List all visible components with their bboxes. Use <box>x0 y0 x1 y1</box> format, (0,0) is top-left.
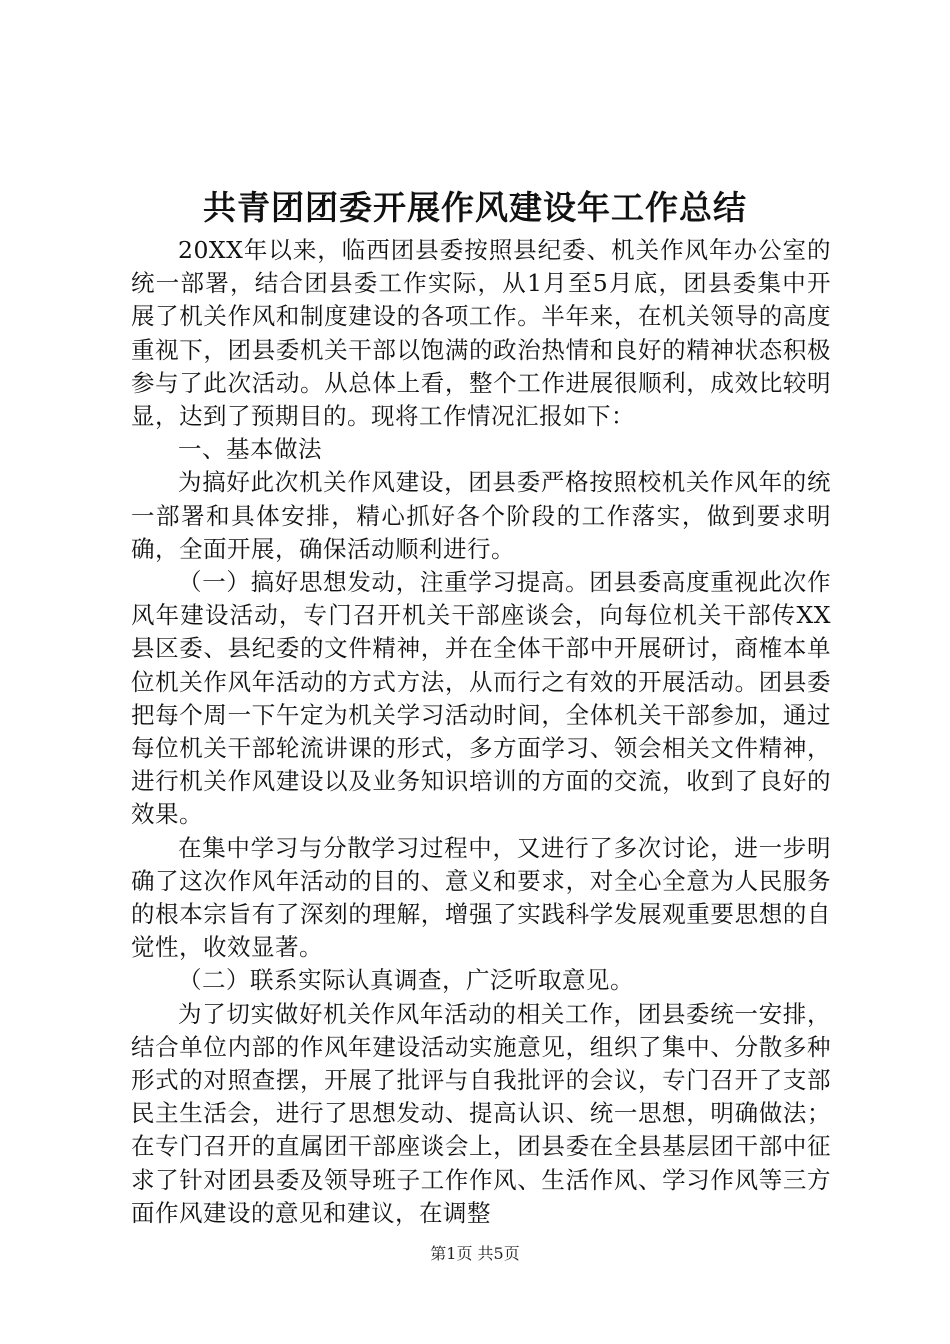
body-paragraph: （一）搞好思想发动，注重学习提高。团县委高度重视此次作风年建设活动，专门召开机关干部座谈会，向每位机关干部传XX县区委、县纪委的文件精神，并在全体干部中开展研讨，商榷本单位机关作风年活动的方式方法，从而行之有效的开展活动。团县委把每个周一下午定为机关学习活动时间，全体机关干部参加，通过每位机关干部轮流讲课的形式，多方面学习、领会相关文件精神，进行机关作风建设以及业务知识培训的方面的交流，收到了良好的效果。 <box>131 568 831 829</box>
page-footer: 第1页 共5页 <box>430 1244 520 1263</box>
intro-paragraph: 20XX年以来，临西团县委按照县纪委、机关作风年办公室的统一部署，结合团县委工作实际，从1月至5月底，团县委集中开展了机关作风和制度建设的各项工作。半年来，在机关领导的高度重视下，团县委机关干部以饱满的政治热情和良好的精神状态积极参与了此次活动。从总体上看，整个工作进展很顺利，成效比较明显，达到了预期目的。现将工作情况汇报如下： <box>131 236 831 431</box>
body-paragraph: 为了切实做好机关作风年活动的相关工作，团县委统一安排，结合单位内部的作风年建设活动实施意见，组织了集中、分散多种形式的对照查摆，开展了批评与自我批评的会议，专门召开了支部民主生活会，进行了思想发动、提高认识、统一思想，明确做法；在专门召开的直属团干部座谈会上，团县委在全县基层团干部中征求了针对团县委及领导班子工作作风、生活作风、学习作风等三方面作风建设的意见和建议，在调整 <box>131 999 831 1227</box>
body-paragraph: 为搞好此次机关作风建设，团县委严格按照校机关作风年的统一部署和具体安排，精心抓好各个阶段的工作落实，做到要求明确，全面开展，确保活动顺利进行。 <box>131 468 831 563</box>
document-title: 共青团团委开展作风建设年工作总结 <box>203 188 747 227</box>
subsection-heading: （二）联系实际认真调查，广泛听取意见。 <box>178 966 634 995</box>
body-paragraph: 在集中学习与分散学习过程中，又进行了多次讨论，进一步明确了这次作风年活动的目的、意义和要求，对全心全意为人民服务的根本宗旨有了深刻的理解，增强了实践科学发展观重要思想的自觉性，收效显著。 <box>131 833 831 962</box>
document-body <box>131 234 831 1230</box>
section-heading-basic-methods: 一、基本做法 <box>178 435 322 464</box>
